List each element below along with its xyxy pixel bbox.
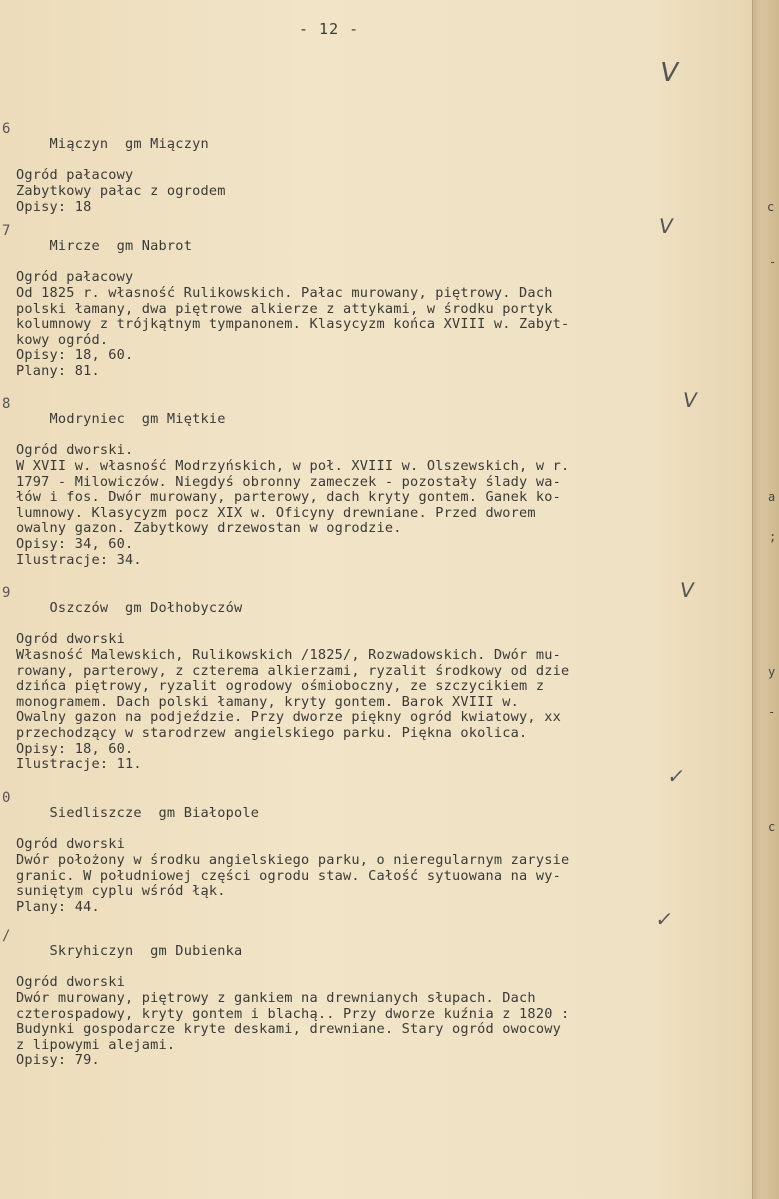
- entry-line: Plany: 81.: [16, 362, 100, 379]
- entry-title-row: [2, 913, 751, 975]
- entry-line: 1797 - Milowiczów. Niegdyś obronny zameczek - pozostały ślady wa-: [16, 473, 561, 490]
- entry-line: owalny gazon. Zabytkowy drzewostan w ogrodzie.: [16, 520, 402, 537]
- entry-line: Opisy: 34, 60.: [16, 535, 134, 552]
- entry-title-row: [2, 381, 751, 443]
- page-number: - 12 -: [299, 20, 360, 38]
- entry-title: Oszczów gm Dołhobyczów: [49, 600, 243, 617]
- checkmark-icon: V: [677, 578, 696, 602]
- entry-mircze: [2, 208, 751, 380]
- entry-line: Własność Malewskich, Rulikowskich /1825/, Rozwadowskich. Dwór mu-: [16, 646, 561, 663]
- entry-line: W XVII w. własność Modrzyńskich, w poł. XVIII w. Olszewskich, w r.: [16, 457, 570, 474]
- entry-title: Skryhiczyn gm Dubienka: [49, 943, 243, 960]
- entry-siedliszcze: [2, 775, 751, 915]
- entry-line: polski łamany, dwa piętrowe alkierze z attykami, w środku portyk: [16, 300, 553, 317]
- entry-line: czterospadowy, kryty gontem i blachą.. Przy dworze kuźnia z 1820 :: [16, 1005, 570, 1022]
- entry-line: Opisy: 18, 60.: [16, 347, 134, 364]
- checkmark-icon: V: [657, 58, 681, 88]
- entry-line: łów i fos. Dwór murowany, parterowy, dach kryty gontem. Ganek ko-: [16, 489, 561, 506]
- entry-title: Miączyn gm Miączyn: [49, 136, 209, 153]
- edge-mark: y: [768, 665, 776, 679]
- entry-miaczyn: [2, 106, 751, 215]
- entry-line: Opisy: 18, 60.: [16, 740, 134, 757]
- entry-line: kolumnowy z trójkątnym tympanonem. Klasycyzm końca XVIII w. Zabyt-: [16, 316, 570, 333]
- entry-skryhiczyn: [2, 913, 751, 1069]
- entry-oszczow: [2, 570, 751, 773]
- entry-number: /: [2, 927, 11, 944]
- entry-title-row: [2, 106, 751, 168]
- checkmark-icon: V: [680, 388, 699, 412]
- checkmark-icon: ✓: [665, 764, 687, 788]
- entry-line: Opisy: 18: [16, 198, 92, 215]
- entry-title-row: [2, 570, 751, 632]
- edge-mark: c: [768, 820, 776, 834]
- entry-line: monogramem. Dach polski łamany, kryty gontem. Barok XVIII w.: [16, 693, 520, 710]
- entry-title: Mircze gm Nabrot: [49, 238, 193, 255]
- entry-line: Ogród pałacowy: [16, 167, 134, 184]
- edge-mark: a: [768, 490, 776, 504]
- edge-mark: ;: [769, 530, 777, 544]
- entry-line: rowany, parterowy, z czterema alkierzami, ryzalit środkowy od dzie: [16, 662, 570, 679]
- entry-line: Opisy: 79.: [16, 1052, 100, 1069]
- entry-line: lumnowy. Klasycyzm pocz XIX w. Oficyny drewniane. Przed dworem: [16, 504, 536, 521]
- entry-line: Ogród dworski.: [16, 442, 134, 459]
- entry-modryniec: [2, 381, 751, 568]
- entry-title: Modryniec gm Miętkie: [49, 411, 226, 428]
- entry-title-row: [2, 208, 751, 270]
- entry-line: Ilustracje: 34.: [16, 551, 142, 568]
- entry-line: Budynki gospodarcze kryte deskami, drewniane. Stary ogród owocowy: [16, 1021, 561, 1038]
- entry-line: Ogród dworski: [16, 836, 125, 853]
- entry-line: Ogród dworski: [16, 974, 125, 991]
- entry-line: Ogród dworski: [16, 631, 125, 648]
- entry-title-row: [2, 775, 751, 837]
- entry-line: granic. W południowej części ogrodu staw. Całość sytuowana na wy-: [16, 867, 561, 884]
- checkmark-icon: V: [656, 214, 675, 238]
- entry-number: 8: [2, 395, 11, 412]
- entry-line: dzińca piętrowy, ryzalit ogrodowy ośmioboczny, ze szczycikiem z: [16, 678, 545, 695]
- edge-mark: -: [769, 255, 777, 269]
- edge-mark: -: [768, 705, 776, 719]
- next-page-edge: [752, 0, 779, 1199]
- entry-line: kowy ogród.: [16, 331, 109, 348]
- entry-line: przechodzący w starodrzew angielskiego parku. Piękna okolica.: [16, 724, 528, 741]
- entry-line: suniętym cyplu wśród łąk.: [16, 883, 226, 900]
- entry-line: Ilustracje: 11.: [16, 756, 142, 773]
- edge-mark: c: [767, 200, 775, 214]
- entry-line: Od 1825 r. własność Rulikowskich. Pałac murowany, piętrowy. Dach: [16, 284, 553, 301]
- entry-line: Zabytkowy pałac z ogrodem: [16, 182, 226, 199]
- entry-title: Siedliszcze gm Białopole: [49, 805, 260, 822]
- entry-number: 6: [2, 120, 11, 137]
- entry-line: z lipowymi alejami.: [16, 1036, 176, 1053]
- entry-line: Plany: 44.: [16, 898, 100, 915]
- entry-number: 9: [2, 584, 11, 601]
- entry-line: Owalny gazon na podjeździe. Przy dworze piękny ogród kwiatowy, xx: [16, 709, 561, 726]
- entry-line: Dwór murowany, piętrowy z gankiem na drewnianych słupach. Dach: [16, 989, 536, 1006]
- entry-number: 7: [2, 222, 11, 239]
- entry-line: Ogród pałacowy: [16, 269, 134, 286]
- entry-number: 0: [2, 789, 11, 806]
- entry-line: Dwór położony w środku angielskiego parku, o nieregularnym zarysie: [16, 851, 570, 868]
- checkmark-icon: ✓: [653, 907, 675, 931]
